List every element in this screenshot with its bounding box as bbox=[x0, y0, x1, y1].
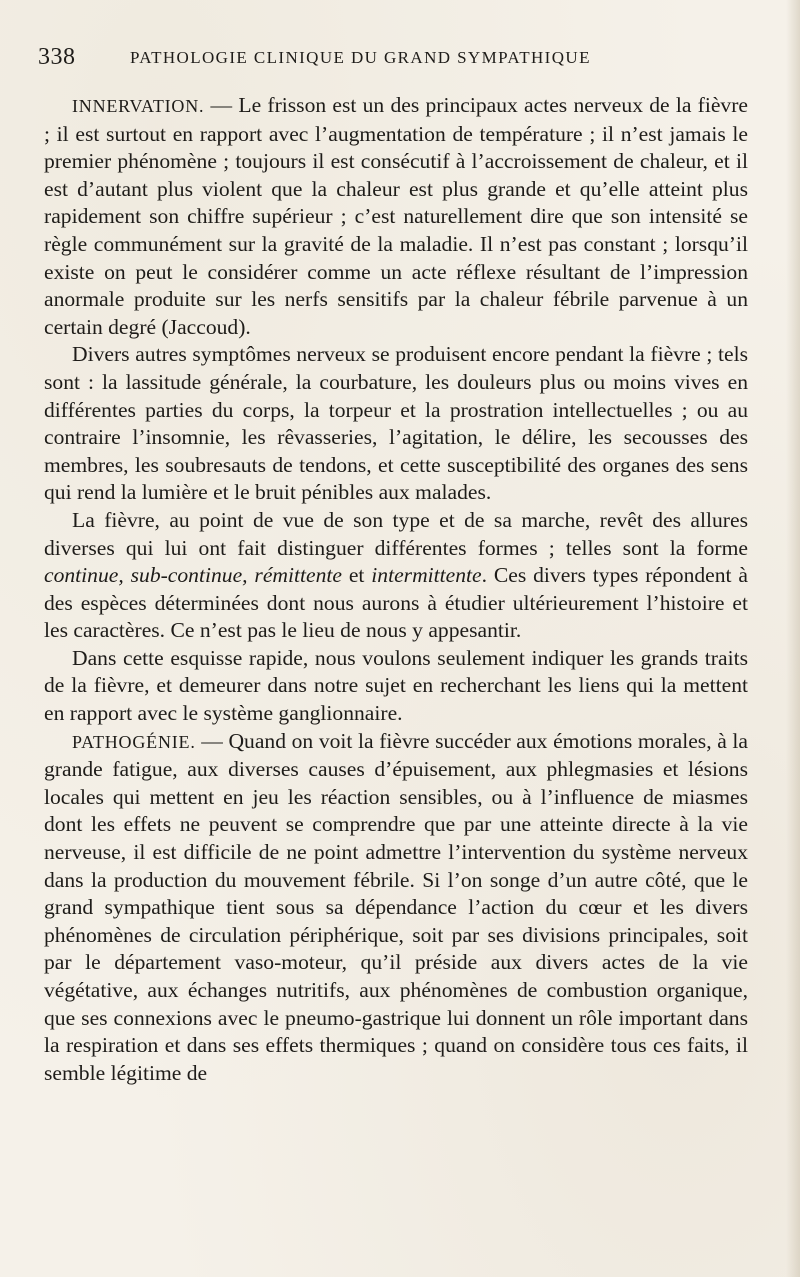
page-edge-shadow bbox=[786, 0, 800, 1277]
paragraph-text: Dans cette esquisse rapide, nous voulons seulement indiquer les grands traits de la fièvre, et demeurer dans notre sujet en recherchant les liens qui la mettent en rapport avec le système ganglionnaire. bbox=[44, 645, 748, 726]
running-header bbox=[38, 44, 764, 70]
paragraph-text: — Quand on voit la fièvre succéder aux émotions morales, à la grande fatigue, aux diverses causes d’épuisement, aux phlegmasies et lésions locales qui mettent en jeu les réaction sensibles, ou à l’influence de miasmes dont les effets ne peuvent se comprendre que par une atteinte directe à la vie nerveuse, il est difficile de ne point admettre l’intervention du système nerveux dans la production du mouvement fébrile. Si l’on songe d’un autre côté, que le grand sympathique tient sous sa dépendance l’action du cœur et les divers phénomènes de circulation périphérique, soit par ses divisions principales, soit par le département vaso-moteur, qu’il préside aux divers actes de la vie végétative, aux échanges nutritifs, aux phénomènes de combustion organique, que ses connexions avec le pneumo-gastrique lui donnent un rôle important dans la respiration et dans ses effets thermiques ; quand on considère tous ces faits, il semble légitime de bbox=[44, 728, 748, 1085]
conjunction: et bbox=[341, 563, 372, 588]
page-number: 338 bbox=[38, 44, 76, 70]
body-text bbox=[44, 92, 748, 1087]
paragraph-text: La fièvre, au point de vue de son type et de sa marche, revêt des allures diverses qui lui ont fait distinguer différentes formes ; telles sont la forme bbox=[44, 507, 748, 560]
paragraph-text: . Ces divers types répondent à des espèces déterminées dont nous aurons à étudier ultérieurement l’histoire et les caractères. Ce n’est pas le lieu de nous y appesantir. bbox=[44, 563, 748, 643]
paragraph-text: Divers autres symptômes nerveux se produisent encore pendant la fièvre ; tels sont : la lassitude générale, la courbature, les douleurs plus ou moins vives en différentes parties du corps, la torpeur et la prostration intellectuelles ; ou au contraire l’insomnie, les rêvasseries, l’agitation, le délire, les secousses des membres, les soubresauts de tendons, et cette susceptibilité des organes des sens qui rend la lumière et le bruit pénibles aux malades. bbox=[44, 342, 748, 505]
fever-form-intermittent: intermittente bbox=[371, 563, 482, 588]
paragraph-symptoms bbox=[44, 341, 748, 507]
paragraph-innervation bbox=[44, 92, 748, 341]
paragraph-sketch bbox=[44, 645, 748, 728]
paragraph-pathogenie bbox=[44, 728, 748, 1088]
section-lead-pathogenie: PATHOGÉNIE. bbox=[72, 731, 196, 752]
fever-forms: continue, sub-continue, rémittente bbox=[44, 563, 342, 588]
paragraph-fever-types bbox=[44, 507, 748, 645]
running-title: PATHOLOGIE CLINIQUE DU GRAND SYMPATHIQUE bbox=[130, 48, 591, 67]
paragraph-text: — Le frisson est un des principaux actes nerveux de la fièvre ; il est surtout en rapport avec l’augmentation de température ; il n’est jamais le premier phénomène ; toujours il est consécutif à l’accroissement de chaleur, et il est d’autant plus violent que la chaleur est plus grande et qu’elle atteint plus rapidement son chiffre supérieur ; c’est naturellement dire que son intensité se règle communément sur la gravité de la maladie. Il n’est pas constant ; lorsqu’il existe on peut le considérer comme un acte réflexe résultant de l’impression anormale produite sur les nerfs sensitifs par la chaleur fébrile parvenue à un certain degré (Jaccoud). bbox=[44, 93, 748, 339]
section-lead-innervation: INNERVATION. bbox=[72, 96, 205, 116]
